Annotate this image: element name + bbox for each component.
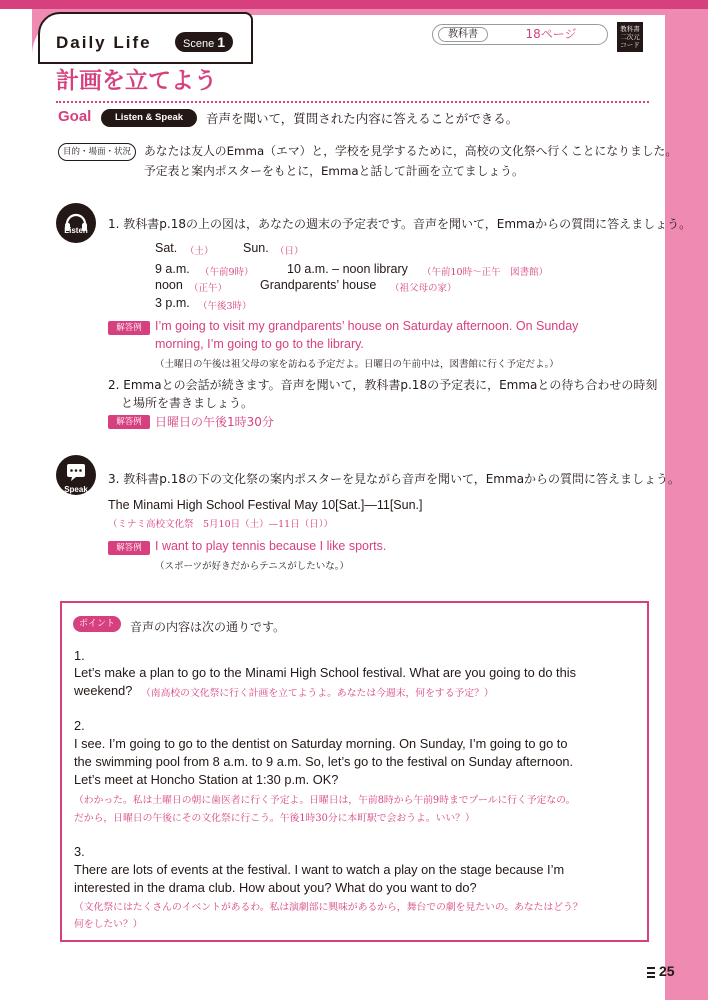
scene-number: 1 (217, 34, 226, 50)
page-number: 25 (659, 963, 675, 979)
schedule-grandparents-jp: （祖父母の家） (390, 283, 457, 294)
schedule-10am: 10 a.m. – noon library (287, 262, 408, 276)
question-2-line-2: と場所を書きましょう。 (121, 396, 254, 410)
schedule-noon-jp: （正午） (189, 283, 228, 294)
title-divider (56, 101, 649, 103)
qr-code-label[interactable] (617, 22, 643, 52)
headphones-icon (56, 203, 96, 243)
textbook-reference (432, 24, 608, 45)
script-2-translation-1: （わかった。私は土曜日の朝に歯医者に行く予定よ。日曜日は，午前8時から午前9時までプールに行く予定なの。 (74, 795, 576, 806)
textbook-page: 18ページ (525, 27, 577, 41)
schedule-9am-jp: （午前9時） (200, 267, 254, 278)
schedule-10am-jp: （午前10時～正午 図書館） (422, 267, 549, 278)
goal-text: 音声を聞いて，質問された内容に答えることができる。 (206, 111, 519, 126)
schedule-sun-jp: （日） (275, 246, 304, 257)
schedule-sun: Sun. (243, 241, 269, 255)
qr-label-line-3: コード (620, 41, 640, 49)
answer-1-translation: （土曜日の午後は祖父母の家を訪ねる予定だよ。日曜日の午前中は，図書館に行く予定だよ。） (155, 359, 559, 370)
answer-tag-3: 解答例 (108, 541, 150, 555)
schedule-3pm-jp: （午後3時） (198, 301, 252, 312)
section-title: Daily Life (56, 33, 152, 52)
scene-badge (175, 32, 233, 52)
qr-label-line-1: 教科書 (620, 25, 640, 33)
schedule-grandparents: Grandparents’ house (260, 278, 377, 292)
purpose-badge: 目的・場面・状況 (58, 143, 136, 161)
script-3-translation-2: 何をしたい？） (74, 919, 143, 930)
answer-1-line-2: morning, I’m going to go to the library. (155, 337, 364, 351)
point-intro: 音声の内容は次の通りです。 (130, 620, 286, 634)
question-3: 3. 教科書p.18の下の文化祭の案内ポスターを見ながら音声を聞いて，Emmaからの質問に答えましょう。 (108, 472, 681, 486)
script-3-line-1: There are lots of events at the festival. I want to watch a play on the stage because I’m (74, 862, 565, 877)
listen-caption: Listen (64, 226, 88, 235)
textbook-label: 教科書 (438, 27, 488, 42)
scene-label: Scene (183, 38, 215, 50)
purpose-line-2: 予定表と案内ポスターをもとに，Emmaと話して計画を立てましょう。 (144, 164, 524, 178)
answer-2: 日曜日の午後1時30分 (155, 415, 274, 429)
schedule-9am: 9 a.m. (155, 262, 190, 276)
top-bar (0, 0, 708, 9)
page-title: 計画を立てよう (56, 68, 217, 94)
point-badge: ポイント (73, 616, 121, 632)
script-2-line-2: the swimming pool from 8 a.m. to 9 a.m. So, let’s go to the festival on Sunday afternoon. (74, 754, 574, 769)
goal-label: Goal (58, 108, 92, 125)
script-2-number: 2. (74, 718, 85, 733)
script-1-translation: （南高校の文化祭に行く計画を立てようよ。あなたは今週末，何をする予定？） (141, 688, 494, 699)
answer-1-line-1: I’m going to visit my grandparents’ house on Saturday afternoon. On Sunday (155, 319, 579, 333)
script-1-number: 1. (74, 648, 85, 663)
script-2-line-3: Let’s meet at Honcho Station at 1:30 p.m. OK? (74, 772, 339, 787)
schedule-3pm: 3 p.m. (155, 296, 190, 310)
speak-caption: Speak (64, 485, 88, 494)
script-3-number: 3. (74, 844, 85, 859)
script-3-line-2: interested in the drama club. How about you? What do you want to do? (74, 880, 477, 895)
script-2-translation-2: だから，日曜日の午後にその文化祭に行こう。午後1時30分に本町駅で会おうよ。いい？） (74, 813, 475, 824)
purpose-text (144, 141, 677, 181)
purpose-line-1: あなたは友人のEmma（エマ）と，学校を見学するために，高校の文化祭へ行くことになりました。 (144, 144, 678, 158)
festival-info-jp: （ミナミ高校文化祭 5月10日（土）—11日（日）） (108, 519, 333, 530)
script-2-line-1: I see. I’m going to go to the dentist on Saturday morning. On Sunday, I’m going to go to (74, 736, 568, 751)
schedule-sat: Sat. (155, 241, 178, 255)
left-margin (0, 9, 32, 1000)
question-2-line-1: 2. Emmaとの会話が続きます。音声を聞いて，教科書p.18の予定表に，Emmaとの待ち合わせの時刻 (108, 378, 658, 392)
page-number-mark (647, 967, 655, 978)
schedule-sat-jp: （土） (185, 246, 214, 257)
schedule-noon: noon (155, 278, 183, 292)
festival-info: The Minami High School Festival May 10[Sat.]—11[Sun.] (108, 498, 423, 512)
answer-3-translation: （スポーツが好きだからテニスがしたいな。） (155, 561, 349, 572)
script-3-translation-1: （文化祭にはたくさんのイベントがあるわ。私は演劇部に興味があるから，舞台での劇を見たいの。あなたはどう？ (74, 902, 583, 913)
qr-label-line-2: 二次元 (620, 33, 640, 41)
question-1: 1. 教科書p.18の上の図は，あなたの週末の予定表です。音声を聞いて，Emmaからの質問に答えましょう。 (108, 217, 692, 231)
script-1-line-2: weekend? (74, 683, 133, 698)
listen-speak-badge: Listen & Speak (101, 109, 197, 127)
answer-tag-2: 解答例 (108, 415, 150, 429)
script-1-line-1: Let’s make a plan to go to the Minami High School festival. What are you going to do this (74, 665, 576, 680)
answer-3: I want to play tennis because I like sports. (155, 539, 387, 553)
answer-tag-1: 解答例 (108, 321, 150, 335)
